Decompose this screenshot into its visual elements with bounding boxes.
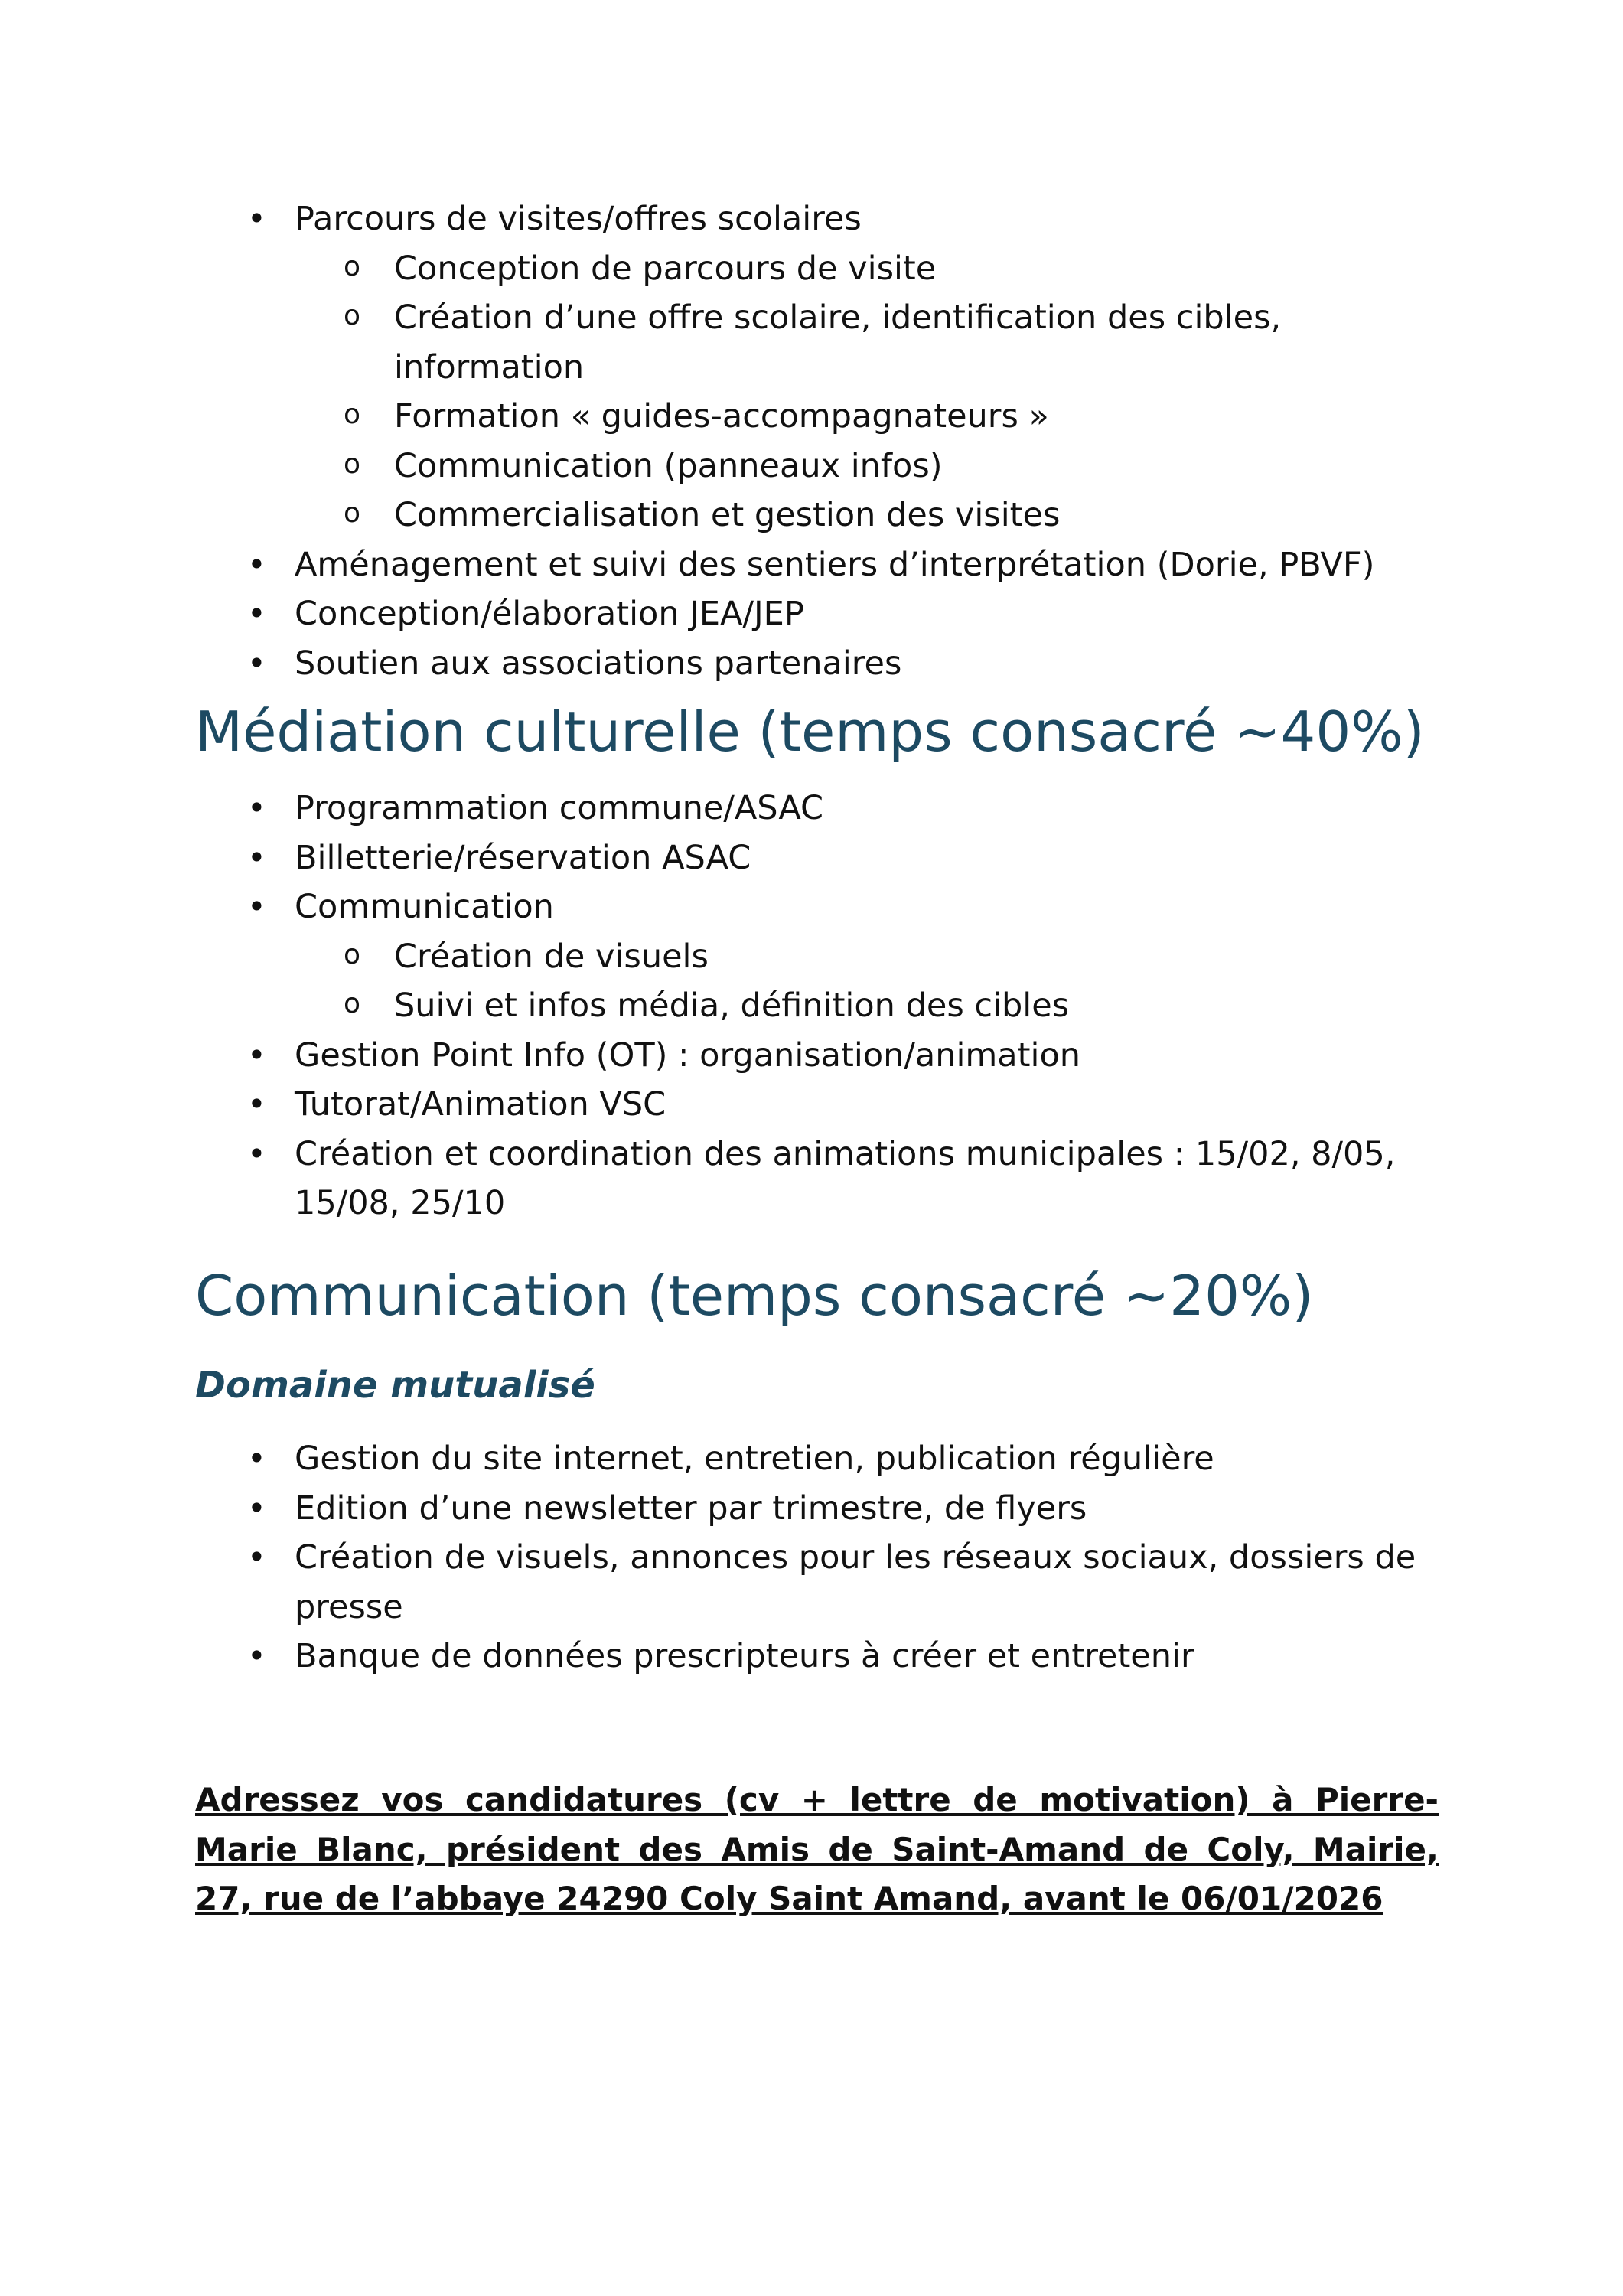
list-item-label: Communication bbox=[295, 888, 554, 926]
mediation-sublist bbox=[195, 932, 1450, 1031]
mediation-list-block bbox=[195, 784, 1450, 1228]
list-item: • Edition d’une newsletter par trimestre, de flyers bbox=[195, 1484, 1450, 1534]
list-item: • Billetterie/réservation ASAC bbox=[195, 833, 1450, 883]
list-item bbox=[195, 882, 1450, 1031]
list-item: • Conception/élaboration JEA/JEP bbox=[195, 589, 1450, 639]
sub-list-item: o Conception de parcours de visite bbox=[195, 244, 1450, 294]
section-title-mediation: Médiation culturelle (temps consacré ~40%) bbox=[195, 700, 1425, 764]
mediation-list bbox=[195, 784, 1450, 1228]
visits-sublist bbox=[195, 244, 1450, 540]
sub-list-item: o Formation « guides-accompagnateurs » bbox=[195, 392, 1450, 442]
list-item-label: Parcours de visites/offres scolaires bbox=[295, 200, 862, 238]
visits-list-block bbox=[195, 194, 1450, 688]
application-notice: Adressez vos candidatures (cv + lettre de motivation) à Pierre-Marie Blanc, président des Amis de Saint-Amand de Coly, Mairie, 27, rue de l’abbaye 24290 Coly Saint Amand, avant le 06/01/2026 bbox=[195, 1781, 1439, 1917]
list-item: • Gestion Point Info (OT) : organisation/animation bbox=[195, 1031, 1450, 1081]
sub-list-item: o Création de visuels bbox=[195, 932, 1450, 982]
sub-list-item: o Communication (panneaux infos) bbox=[195, 442, 1450, 491]
sub-list-item: o Suivi et infos média, définition des cibles bbox=[195, 981, 1450, 1031]
sub-list-item: o Création d’une offre scolaire, identification des cibles, information bbox=[195, 293, 1450, 392]
communication-list bbox=[195, 1434, 1450, 1681]
sub-list-item: o Commercialisation et gestion des visites bbox=[195, 491, 1450, 540]
list-item: • Aménagement et suivi des sentiers d’interprétation (Dorie, PBVF) bbox=[195, 540, 1450, 590]
list-item: • Banque de données prescripteurs à créer et entretenir bbox=[195, 1632, 1450, 1681]
section-title-communication: Communication (temps consacré ~20%) bbox=[195, 1264, 1314, 1328]
list-item: • Programmation commune/ASAC bbox=[195, 784, 1450, 833]
list-item: • Création et coordination des animations municipales : 15/02, 8/05, 15/08, 25/10 bbox=[195, 1130, 1450, 1228]
visits-list bbox=[195, 194, 1450, 688]
list-item: • Gestion du site internet, entretien, publication régulière bbox=[195, 1434, 1450, 1484]
list-item: • Soutien aux associations partenaires bbox=[195, 639, 1450, 689]
section-subtitle-communication: Domaine mutualisé bbox=[195, 1364, 595, 1407]
list-item: • Création de visuels, annonces pour les réseaux sociaux, dossiers de presse bbox=[195, 1533, 1450, 1632]
communication-list-block bbox=[195, 1434, 1450, 1681]
list-item: • Tutorat/Animation VSC bbox=[195, 1080, 1450, 1130]
list-item bbox=[195, 194, 1450, 540]
